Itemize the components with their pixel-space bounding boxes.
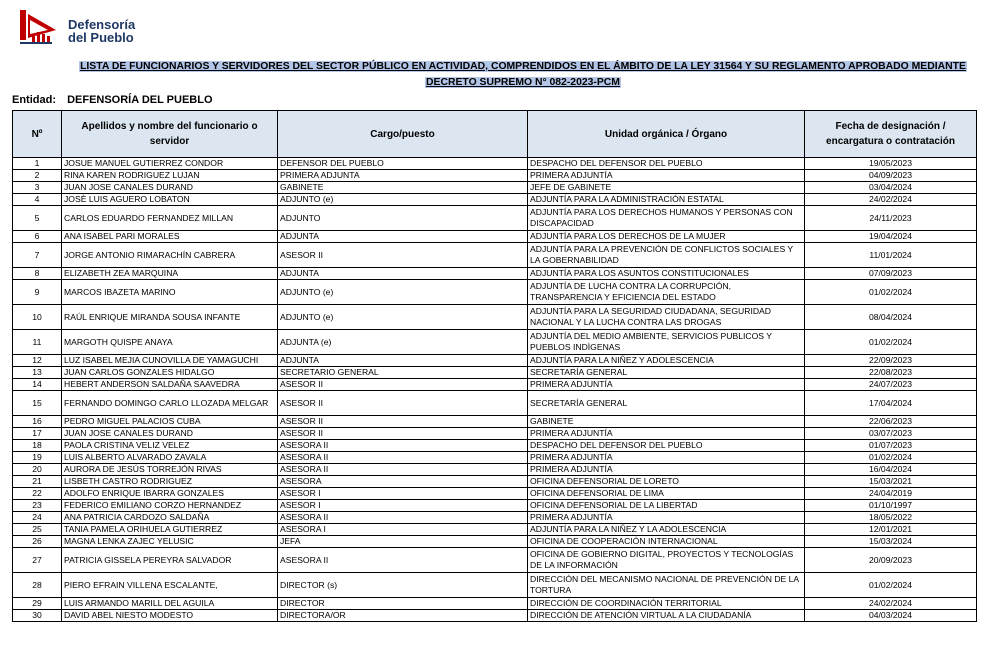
cell-num: 16: [13, 416, 62, 428]
cell-nombre: LUIS ALBERTO ALVARADO ZAVALA: [62, 452, 278, 464]
cell-cargo: DEFENSOR DEL PUEBLO: [278, 158, 528, 170]
table-row: [13, 280, 977, 305]
cell-num: 4: [13, 194, 62, 206]
cell-nombre: MAGNA LENKA ZAJEC YELUSIC: [62, 536, 278, 548]
cell-fecha: 22/08/2023: [805, 367, 977, 379]
cell-num: 27: [13, 548, 62, 573]
table-header-row: [13, 111, 977, 158]
cell-fecha: 01/10/1997: [805, 500, 977, 512]
cell-num: 17: [13, 428, 62, 440]
cell-fecha: 16/04/2024: [805, 464, 977, 476]
cell-fecha: 17/04/2024: [805, 391, 977, 416]
cell-unidad: OFICINA DE GOBIERNO DIGITAL, PROYECTOS Y TECNOLOGÍAS DE LA INFORMACIÓN: [528, 548, 805, 573]
cell-nombre: TANIA PAMELA ORIHUELA GUTIERREZ: [62, 524, 278, 536]
cell-nombre: HEBERT ANDERSON SALDAÑA SAAVEDRA: [62, 379, 278, 391]
cell-fecha: 12/01/2021: [805, 524, 977, 536]
cell-unidad: PRIMERA ADJUNTÍA: [528, 428, 805, 440]
cell-unidad: DIRECCIÓN DEL MECANISMO NACIONAL DE PREVENCIÓN DE LA TORTURA: [528, 573, 805, 598]
cell-cargo: DIRECTOR: [278, 598, 528, 610]
cell-fecha: 15/03/2024: [805, 536, 977, 548]
cell-fecha: 01/02/2024: [805, 573, 977, 598]
cell-num: 24: [13, 512, 62, 524]
table-row: [13, 598, 977, 610]
cell-cargo: ADJUNTO (e): [278, 280, 528, 305]
cell-unidad: JEFE DE GABINETE: [528, 182, 805, 194]
cell-cargo: ASESORA II: [278, 464, 528, 476]
cell-unidad: ADJUNTÍA PARA LA SEGURIDAD CIUDADANA, SEGURIDAD NACIONAL Y LA LUCHA CONTRA LAS DROGAS: [528, 305, 805, 330]
cell-num: 14: [13, 379, 62, 391]
cell-unidad: ADJUNTÍA PARA LOS ASUNTOS CONSTITUCIONALES: [528, 268, 805, 280]
cell-fecha: 01/02/2024: [805, 280, 977, 305]
cell-cargo: ASESORA: [278, 476, 528, 488]
cell-cargo: ASESORA II: [278, 440, 528, 452]
cell-unidad: PRIMERA ADJUNTÍA: [528, 452, 805, 464]
table-row: [13, 452, 977, 464]
cell-unidad: ADJUNTÍA PARA LOS DERECHOS DE LA MUJER: [528, 231, 805, 243]
cell-num: 9: [13, 280, 62, 305]
cell-unidad: PRIMERA ADJUNTÍA: [528, 170, 805, 182]
cell-unidad: PRIMERA ADJUNTÍA: [528, 379, 805, 391]
cell-num: 13: [13, 367, 62, 379]
officials-table: [12, 110, 977, 622]
cell-cargo: ASESORA II: [278, 452, 528, 464]
brand-line-2: del Pueblo: [68, 30, 134, 45]
cell-unidad: ADJUNTÍA DE LUCHA CONTRA LA CORRUPCIÓN, TRANSPARENCIA Y EFICIENCIA DEL ESTADO: [528, 280, 805, 305]
cell-nombre: ELIZABETH ZEA MARQUINA: [62, 268, 278, 280]
cell-unidad: SECRETARÍA GENERAL: [528, 391, 805, 416]
cell-fecha: 01/02/2024: [805, 452, 977, 464]
cell-num: 10: [13, 305, 62, 330]
cell-cargo: ASESOR I: [278, 488, 528, 500]
cell-num: 20: [13, 464, 62, 476]
table-row: [13, 464, 977, 476]
cell-num: 18: [13, 440, 62, 452]
cell-unidad: PRIMERA ADJUNTÍA: [528, 512, 805, 524]
cell-fecha: 03/04/2024: [805, 182, 977, 194]
table-row: [13, 206, 977, 231]
cell-unidad: OFICINA DE COOPERACIÓN INTERNACIONAL: [528, 536, 805, 548]
col-header-num: Nº: [13, 111, 62, 158]
cell-cargo: PRIMERA ADJUNTA: [278, 170, 528, 182]
cell-num: 21: [13, 476, 62, 488]
cell-nombre: JUAN JOSE CANALES DURAND: [62, 182, 278, 194]
cell-nombre: JORGE ANTONIO RIMARACHÍN CABRERA: [62, 243, 278, 268]
cell-num: 3: [13, 182, 62, 194]
cell-unidad: DESPACHO DEL DEFENSOR DEL PUEBLO: [528, 158, 805, 170]
cell-cargo: ASESORA II: [278, 548, 528, 573]
cell-fecha: 24/11/2023: [805, 206, 977, 231]
cell-fecha: 15/03/2021: [805, 476, 977, 488]
cell-num: 6: [13, 231, 62, 243]
cell-unidad: ADJUNTÍA DEL MEDIO AMBIENTE, SERVICIOS PUBLICOS Y PUEBLOS INDÌGENAS: [528, 330, 805, 355]
table-row: [13, 305, 977, 330]
cell-cargo: ASESORA I: [278, 524, 528, 536]
table-row: [13, 488, 977, 500]
cell-nombre: LUIS ARMANDO MARILL DEL AGUILA: [62, 598, 278, 610]
cell-fecha: 04/09/2023: [805, 170, 977, 182]
cell-fecha: 19/04/2024: [805, 231, 977, 243]
cell-unidad: DIRECCIÓN DE ATENCIÓN VIRTUAL A LA CIUDADANÍA: [528, 610, 805, 622]
cell-unidad: ADJUNTÍA PARA LA NIÑEZ Y LA ADOLESCENCIA: [528, 524, 805, 536]
cell-nombre: CARLOS EDUARDO FERNANDEZ MILLAN: [62, 206, 278, 231]
cell-unidad: ADJUNTÍA PARA LA NIÑEZ Y ADOLESCENCIA: [528, 355, 805, 367]
cell-nombre: JOSUE MANUEL GUTIERREZ CONDOR: [62, 158, 278, 170]
cell-nombre: PAOLA CRISTINA VELIZ VELEZ: [62, 440, 278, 452]
logo: [18, 8, 138, 48]
cell-num: 19: [13, 452, 62, 464]
cell-cargo: DIRECTORA/OR: [278, 610, 528, 622]
cell-nombre: PATRICIA GISSELA PEREYRA SALVADOR: [62, 548, 278, 573]
cell-num: 15: [13, 391, 62, 416]
cell-cargo: ASESOR II: [278, 379, 528, 391]
cell-cargo: GABINETE: [278, 182, 528, 194]
cell-cargo: ADJUNTA: [278, 231, 528, 243]
brand-name: [68, 18, 135, 44]
cell-nombre: AURORA DE JESÚS TORREJÓN RIVAS: [62, 464, 278, 476]
cell-fecha: 24/04/2019: [805, 488, 977, 500]
cell-unidad: OFICINA DEFENSORIAL DE LA LIBERTAD: [528, 500, 805, 512]
table-row: [13, 268, 977, 280]
table-row: [13, 194, 977, 206]
entidad-label: Entidad:: [12, 94, 56, 106]
cell-cargo: ADJUNTA: [278, 355, 528, 367]
table-row: [13, 330, 977, 355]
cell-unidad: PRIMERA ADJUNTÍA: [528, 464, 805, 476]
cell-fecha: 18/05/2022: [805, 512, 977, 524]
cell-nombre: ANA ISABEL PARI MORALES: [62, 231, 278, 243]
cell-cargo: ADJUNTA: [278, 268, 528, 280]
cell-unidad: ADJUNTÍA PARA LA PREVENCIÓN DE CONFLICTOS SOCIALES Y LA GOBERNABILIDAD: [528, 243, 805, 268]
cell-nombre: ADOLFO ENRIQUE IBARRA GONZALES: [62, 488, 278, 500]
cell-nombre: PIERO EFRAIN VILLENA ESCALANTE,: [62, 573, 278, 598]
cell-num: 11: [13, 330, 62, 355]
cell-cargo: SECRETARIO GENERAL: [278, 367, 528, 379]
table-row: [13, 512, 977, 524]
cell-nombre: ANA PATRICIA CARDOZO SALDAÑA: [62, 512, 278, 524]
cell-cargo: ASESOR II: [278, 243, 528, 268]
cell-unidad: DIRECCIÓN DE COORDINACIÓN TERRITORIAL: [528, 598, 805, 610]
cell-num: 5: [13, 206, 62, 231]
cell-num: 25: [13, 524, 62, 536]
table-row: [13, 231, 977, 243]
cell-cargo: ASESOR I: [278, 500, 528, 512]
cell-fecha: 22/06/2023: [805, 416, 977, 428]
table-row: [13, 548, 977, 573]
entidad-line: [12, 94, 213, 106]
cell-nombre: JUAN CARLOS GONZALES HIDALGO: [62, 367, 278, 379]
table-row: [13, 379, 977, 391]
table-row: [13, 243, 977, 268]
cell-fecha: 08/04/2024: [805, 305, 977, 330]
cell-num: 28: [13, 573, 62, 598]
cell-fecha: 03/07/2023: [805, 428, 977, 440]
cell-nombre: RAÚL ENRIQUE MIRANDA SOUSA INFANTE: [62, 305, 278, 330]
cell-nombre: PEDRO MIGUEL PALACIOS CUBA: [62, 416, 278, 428]
cell-cargo: ADJUNTA (e): [278, 330, 528, 355]
cell-nombre: LISBETH CASTRO RODRIGUEZ: [62, 476, 278, 488]
cell-nombre: FERNANDO DOMINGO CARLO LLOZADA MELGAR: [62, 391, 278, 416]
cell-num: 23: [13, 500, 62, 512]
cell-cargo: JEFA: [278, 536, 528, 548]
cell-nombre: MARCOS IBAZETA MARINO: [62, 280, 278, 305]
cell-fecha: 24/02/2024: [805, 598, 977, 610]
cell-num: 7: [13, 243, 62, 268]
cell-unidad: ADJUNTÍA PARA LOS DERECHOS HUMANOS Y PERSONAS CON DISCAPACIDAD: [528, 206, 805, 231]
cell-fecha: 04/03/2024: [805, 610, 977, 622]
table-row: [13, 170, 977, 182]
cell-num: 12: [13, 355, 62, 367]
entidad-value: DEFENSORÍA DEL PUEBLO: [67, 94, 213, 106]
cell-nombre: JUAN JOSE CANALES DURAND: [62, 428, 278, 440]
col-header-unidad: Unidad orgánica / Órgano: [528, 111, 805, 158]
cell-nombre: JOSÈ LUIS AGUERO LOBATON: [62, 194, 278, 206]
table-row: [13, 524, 977, 536]
cell-cargo: ASESOR II: [278, 428, 528, 440]
cell-num: 2: [13, 170, 62, 182]
table-row: [13, 476, 977, 488]
table-row: [13, 536, 977, 548]
cell-fecha: 24/07/2023: [805, 379, 977, 391]
cell-nombre: FEDERICO EMILIANO CORZO HERNANDEZ: [62, 500, 278, 512]
cell-fecha: 20/09/2023: [805, 548, 977, 573]
table-row: [13, 416, 977, 428]
cell-num: 8: [13, 268, 62, 280]
table-row: [13, 500, 977, 512]
cell-fecha: 24/02/2024: [805, 194, 977, 206]
cell-nombre: MARGOTH QUISPE ANAYA: [62, 330, 278, 355]
cell-unidad: OFICINA DEFENSORIAL DE LIMA: [528, 488, 805, 500]
cell-cargo: DIRECTOR (s): [278, 573, 528, 598]
cell-fecha: 01/07/2023: [805, 440, 977, 452]
table-row: [13, 182, 977, 194]
cell-num: 30: [13, 610, 62, 622]
table-row: [13, 391, 977, 416]
cell-num: 22: [13, 488, 62, 500]
cell-fecha: 07/09/2023: [805, 268, 977, 280]
cell-cargo: ASESORA II: [278, 512, 528, 524]
table-row: [13, 428, 977, 440]
title-line-2: DECRETO SUPREMO N° 082-2023-PCM: [426, 77, 620, 88]
cell-unidad: DESPACHO DEL DEFENSOR DEL PUEBLO: [528, 440, 805, 452]
col-header-cargo: Cargo/puesto: [278, 111, 528, 158]
cell-unidad: SECRETARÍA GENERAL: [528, 367, 805, 379]
table-row: [13, 158, 977, 170]
cell-fecha: 22/09/2023: [805, 355, 977, 367]
title-line-1: LISTA DE FUNCIONARIOS Y SERVIDORES DEL SECTOR PÚBLICO EN ACTIVIDAD, COMPRENDIDOS EN EL ÁMBITO DE LA LEY 31564 Y SU REGLAMENTO APROBADO MEDIANTE: [80, 61, 966, 72]
cell-fecha: 11/01/2024: [805, 243, 977, 268]
cell-unidad: ADJUNTÍA PARA LA ADMINISTRACIÓN ESTATAL: [528, 194, 805, 206]
table-row: [13, 440, 977, 452]
cell-unidad: OFICINA DEFENSORIAL DE LORETO: [528, 476, 805, 488]
cell-num: 1: [13, 158, 62, 170]
cell-fecha: 01/02/2024: [805, 330, 977, 355]
table-row: [13, 610, 977, 622]
cell-cargo: ASESOR II: [278, 416, 528, 428]
document-title: [60, 59, 986, 91]
cell-fecha: 19/05/2023: [805, 158, 977, 170]
table-body: [13, 158, 977, 622]
cell-nombre: DAVID ABEL NIESTO MODESTO: [62, 610, 278, 622]
table-row: [13, 355, 977, 367]
table-row: [13, 367, 977, 379]
cell-nombre: LUZ ISABEL MEJIA CUNOVILLA DE YAMAGUCHI: [62, 355, 278, 367]
cell-num: 26: [13, 536, 62, 548]
table-row: [13, 573, 977, 598]
cell-cargo: ADJUNTO (e): [278, 305, 528, 330]
col-header-nombre: Apellidos y nombre del funcionario o servidor: [62, 111, 278, 158]
cell-nombre: RINA KAREN RODRIGUEZ LUJAN: [62, 170, 278, 182]
cell-cargo: ASESOR II: [278, 391, 528, 416]
cell-cargo: ADJUNTO (e): [278, 194, 528, 206]
cell-num: 29: [13, 598, 62, 610]
brand-line-1: Defensoría: [68, 17, 136, 32]
defensoria-logo-icon: [18, 8, 64, 46]
cell-cargo: ADJUNTO: [278, 206, 528, 231]
col-header-fecha: Fecha de designación / encargatura o contratación: [805, 111, 977, 158]
cell-unidad: GABINETE: [528, 416, 805, 428]
